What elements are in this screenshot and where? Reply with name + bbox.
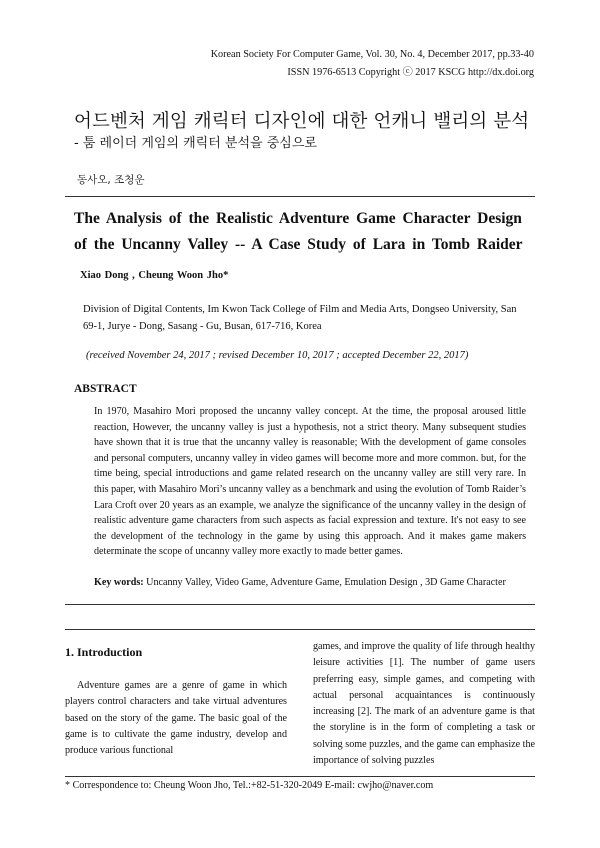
abstract-heading: ABSTRACT [74,383,137,395]
english-title: The Analysis of the Realistic Adventure Game Character Design of the Uncanny Valley -- A Case Study of Lara in Tomb Raider [74,210,523,253]
keywords [94,577,506,588]
received-dates: (received November 24, 2017 ; revised December 10, 2017 ; accepted December 22, 2017) [86,350,469,361]
affiliation: Division of Digital Contents, Im Kwon Tack College of Film and Media Arts, Dongseo University, San 69-1, Jurye - Dong, Sasang - Gu, Busan, 617-716, Korea [83,304,517,332]
section-heading: 1. Introduction [65,645,143,659]
divider [65,604,535,605]
keywords-list: Uncanny Valley, Video Game, Adventure Game, Emulation Design , 3D Game Character [143,577,506,588]
keywords-label: Key words: [94,577,144,588]
korean-authors: 동사오, 조청운 [77,174,145,186]
intro-right-column: games, and improve the quality of life through healthy leisure activities [1]. The number of game users preferring easy, simple games, and competing with actual personal acquaintances is continuously increasing [2]. The mark of an adventure game is that the storyline is in the form of completing a task or solving some puzzles, and the game can emphasize the importance of solving puzzles [313,641,535,767]
abstract-body: In 1970, Masahiro Mori proposed the uncanny valley concept. At the time, the proposal aroused little reaction, However, the uncanny valley is just a hypothesis, not a strict theory. Many subsequent studies have shown that it is true that the uncanny valley is reasonable; With the development of game consoles and personal computers, uncanny valley in video games will become more and more common. but, for the time being, special introductions and game related research on the uncanny valley are still very rare. In this paper, with Masahiro Mori’s uncanny valley as a benchmark and using the evolution of Tomb Raider’s Lara Croft over 20 years as an example, we analyze the significance of the uncanny valley in the design of realistic adventure game characters from such aspects as facial expression and texture. It's not easy to see the development of the technology in the game by using this approach. And it makes game makers determinate the scope of uncanny valley more exactly to made better games. [94,406,526,558]
divider [65,629,535,630]
issn-copyright: ISSN 1976-6513 Copyright ⓒ 2017 KSCG http://dx.doi.org [287,67,534,78]
english-authors: Xiao Dong , Cheung Woon Jho* [80,270,229,281]
intro-left-column: Adventure games are a genre of game in which players control characters and take virtual adventures based on the story of the game. The basic goal of the game is to cultivate the game industry, develop and produce various functional [65,680,287,757]
korean-subtitle: - 툼 레이더 게임의 캐릭터 분석을 중심으로 [74,136,317,151]
korean-title: 어드벤처 게임 캐릭터 디자인에 대한 언캐니 밸리의 분석 [74,111,530,132]
journal-info: Korean Society For Computer Game, Vol. 30, No. 4, December 2017, pp.33-40 [210,49,534,60]
divider [65,196,535,197]
correspondence-footnote: * Correspondence to: Cheung Woon Jho, Tel.:+82-51-320-2049 E-mail: cwjho@naver.com [65,780,434,791]
footnote-divider [65,776,535,777]
